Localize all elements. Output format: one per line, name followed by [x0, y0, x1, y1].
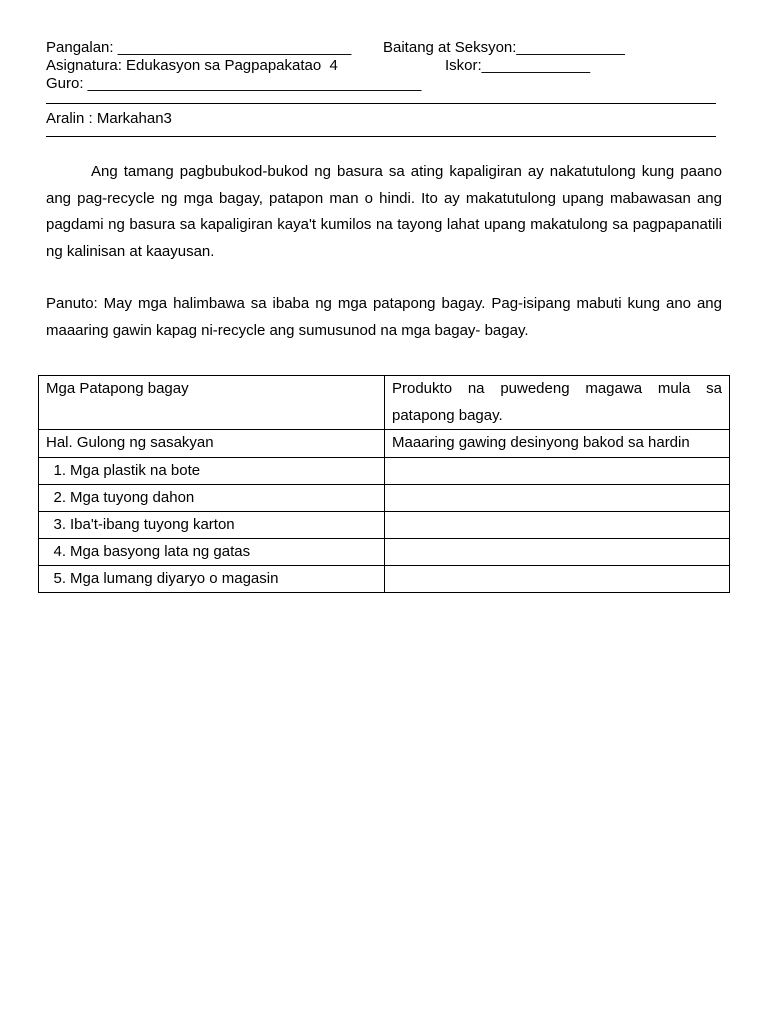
name-field-label: Pangalan: ____________________________: [46, 39, 352, 56]
table-row: [39, 457, 730, 484]
table-row-example: [39, 430, 730, 458]
table-row: [39, 511, 730, 538]
item-number: 1.: [53, 461, 66, 479]
answer-cell[interactable]: [385, 538, 730, 565]
item-label: Iba't-ibang tuyong karton: [70, 515, 235, 533]
header-cell-items: Mga Patapong bagay: [39, 376, 385, 430]
lesson-label: Aralin : Markahan3: [46, 110, 172, 127]
item-cell: [39, 538, 385, 565]
grade-section-field-label: Baitang at Seksyon:_____________: [383, 39, 625, 56]
header-line-3: [46, 75, 716, 93]
header-line-2: [46, 57, 716, 75]
divider-line: [46, 136, 716, 137]
intro-paragraph: Ang tamang pagbubukod-bukod ng basura sa ating kapaligiran ay nakatutulong kung paano ang pag-recycle ng mga bagay, patapon man o hindi. Ito ay makatutulong upang mabawasan ang pagdami ng basura sa kapaligiran kaya't kumilos na tayong lahat upang makatulong sa pagpapanatili ng kalinisan at kaayusan.: [46, 163, 722, 260]
table-row: [39, 538, 730, 565]
item-cell: [39, 511, 385, 538]
recycle-table: [38, 375, 730, 593]
divider-line: [46, 103, 716, 104]
answer-cell[interactable]: [385, 565, 730, 592]
item-label: Mga lumang diyaryo o magasin: [70, 569, 279, 587]
header-cell-products: Produkto na puwedeng magawa mula sa patapong bagay.: [385, 376, 730, 430]
subject-label: Asignatura: Edukasyon sa Pagpapakatao 4: [46, 57, 338, 74]
instructions-paragraph: Panuto: May mga halimbawa sa ibaba ng mga patapong bagay. Pag-isipang mabuti kung ano ang maaaring gawin kapag ni-recycle ang sumusunod na mga bagay- bagay.: [46, 295, 722, 339]
item-number: 5.: [53, 569, 66, 587]
example-item-cell: Hal. Gulong ng sasakyan: [39, 430, 385, 458]
teacher-field-label: Guro: ________________________________________: [46, 75, 422, 92]
item-number: 3.: [53, 515, 66, 533]
table-header-row: [39, 376, 730, 430]
item-label: Mga basyong lata ng gatas: [70, 542, 251, 560]
item-number: 4.: [53, 542, 66, 560]
item-cell: [39, 457, 385, 484]
answer-cell[interactable]: [385, 484, 730, 511]
item-cell: [39, 565, 385, 592]
score-field-label: Iskor:_____________: [445, 57, 591, 74]
item-label: Mga tuyong dahon: [70, 488, 195, 506]
table-row: [39, 565, 730, 592]
student-info-header: [46, 39, 716, 93]
item-label: Mga plastik na bote: [70, 461, 201, 479]
table-row: [39, 484, 730, 511]
answer-cell[interactable]: [385, 511, 730, 538]
item-number: 2.: [53, 488, 66, 506]
header-line-1: [46, 39, 716, 57]
answer-cell[interactable]: [385, 457, 730, 484]
example-answer-cell: Maaaring gawing desinyong bakod sa hardin: [385, 430, 730, 458]
item-cell: [39, 484, 385, 511]
